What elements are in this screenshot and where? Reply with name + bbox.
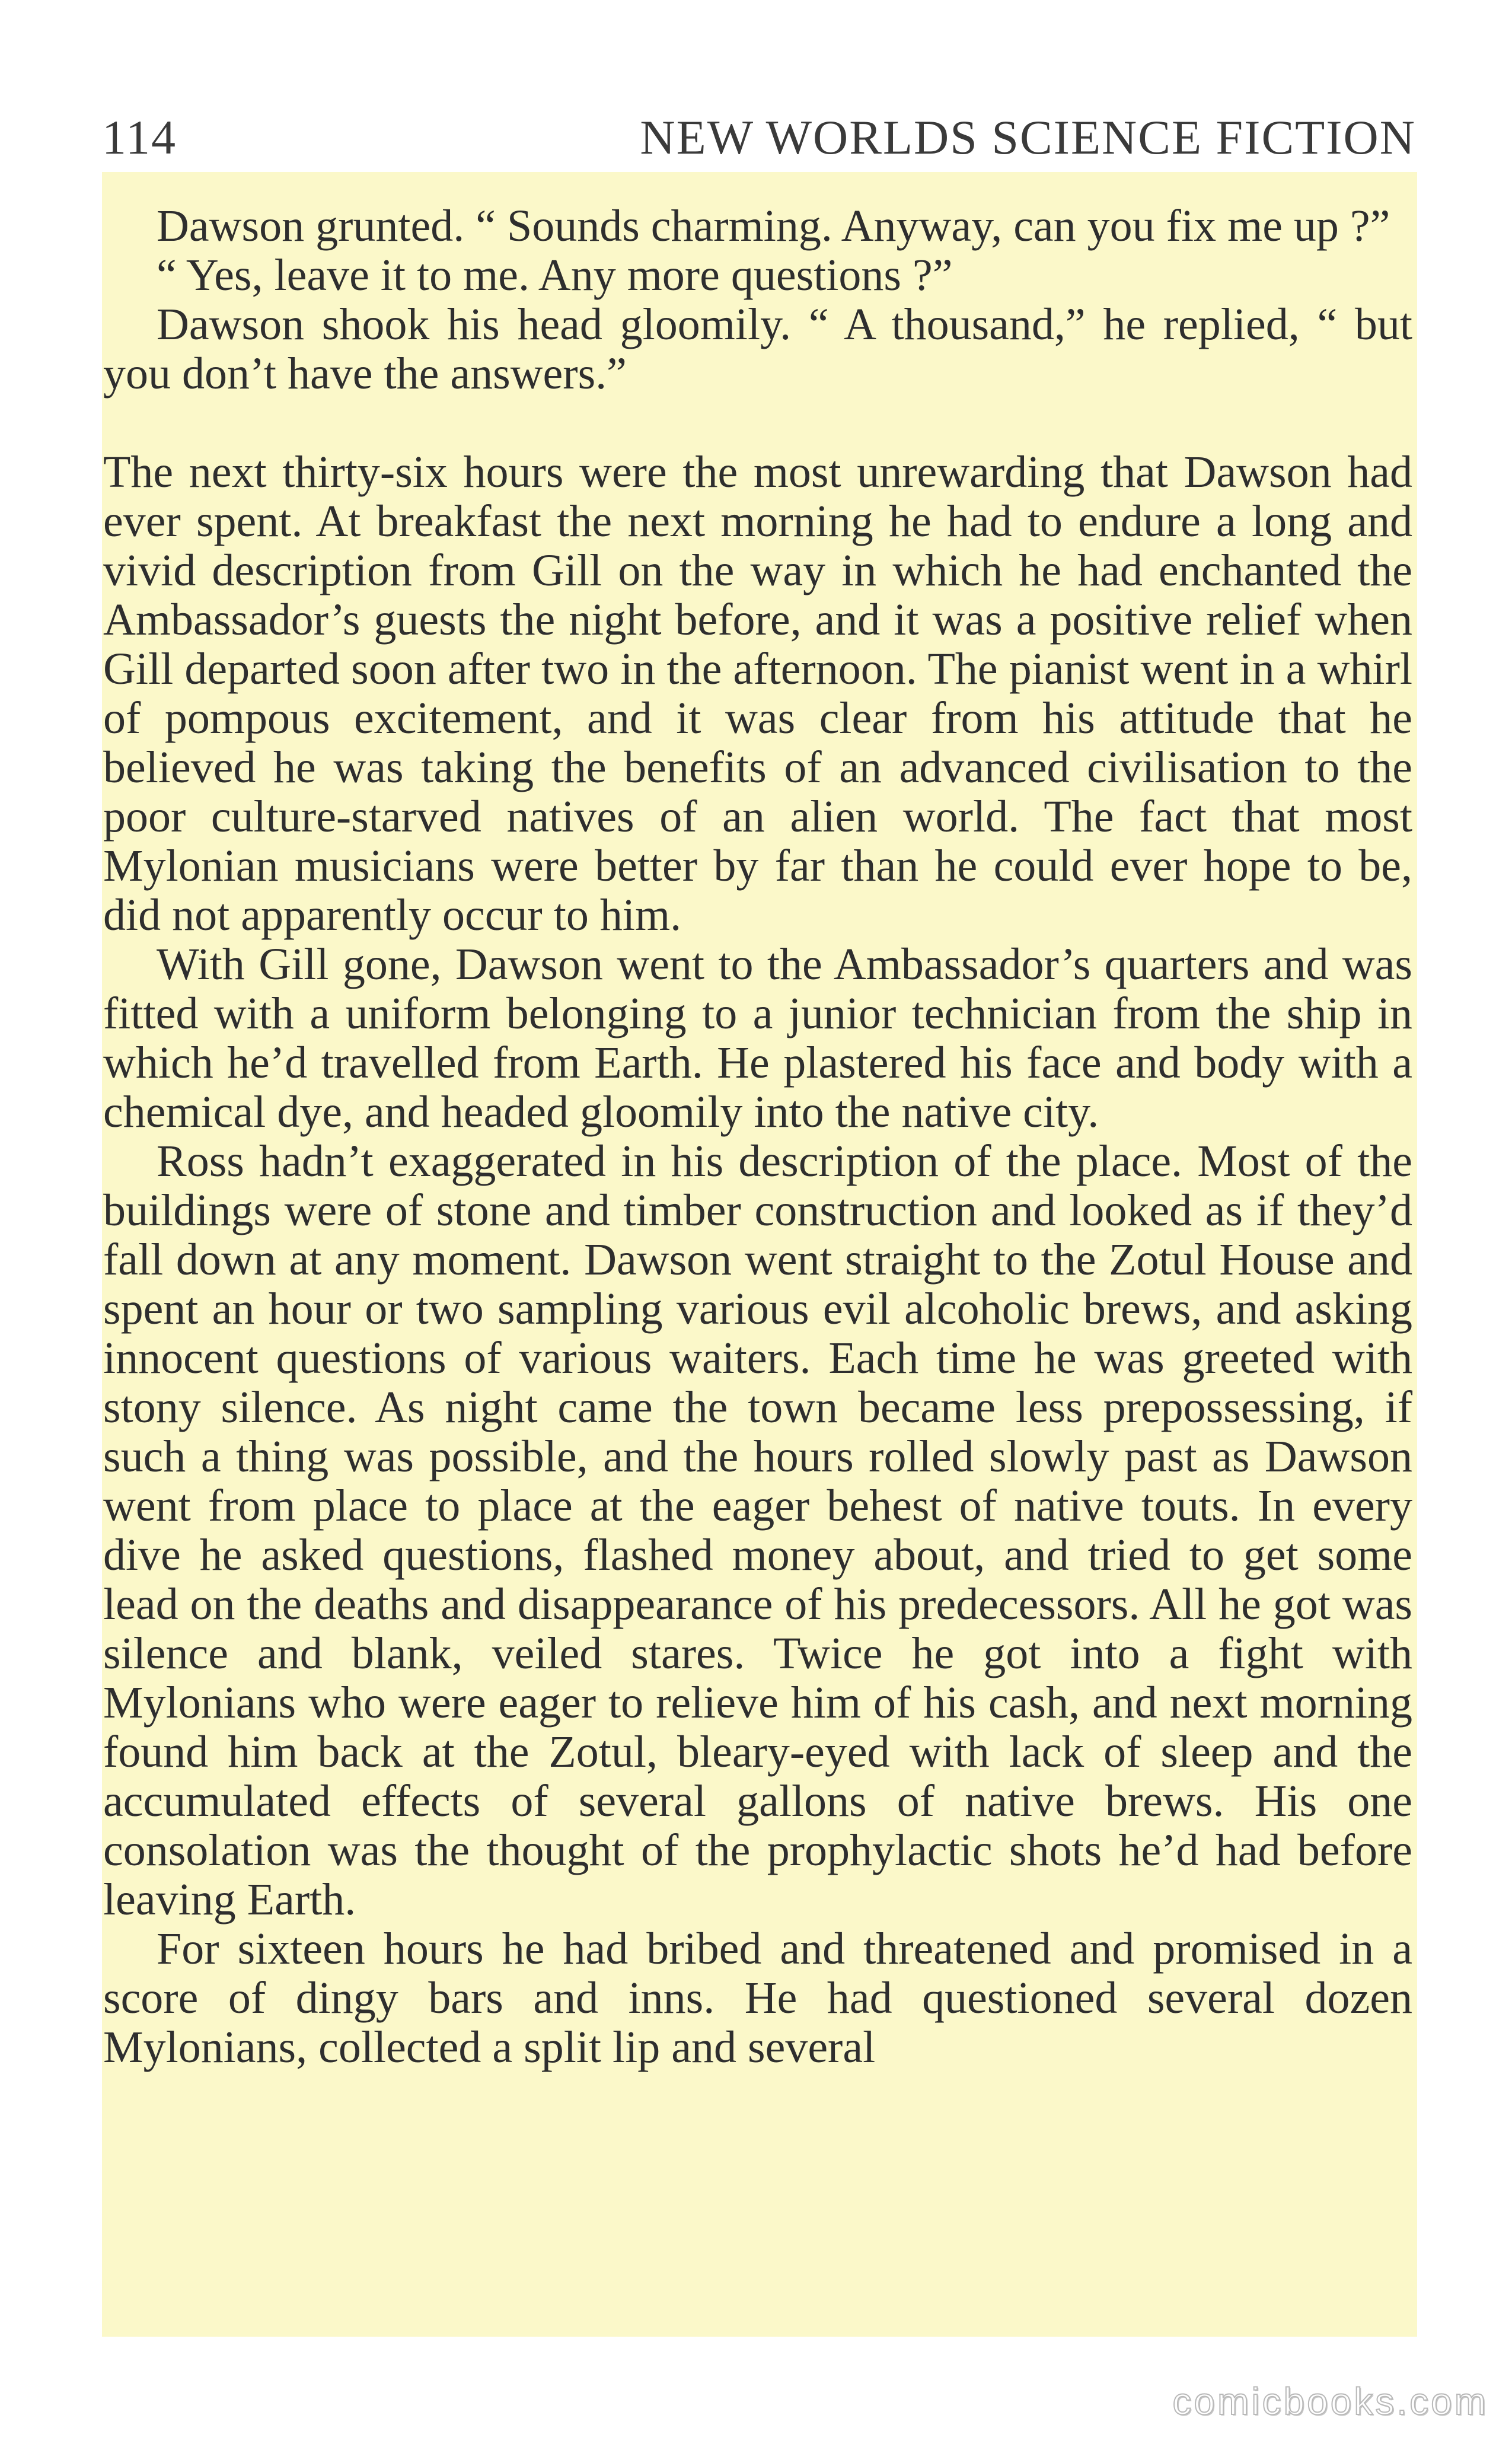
body-text xyxy=(103,202,1412,2072)
page-number: 114 xyxy=(102,110,177,164)
paragraph: “ Yes, leave it to me. Any more questions ?” xyxy=(157,250,953,300)
paragraph: With Gill gone, Dawson went to the Ambassador’s quarters and was fitted with a uniform belonging to a junior technician from the ship in which he’d travelled from Earth. He plastered his face and body with a chemical dye, and headed gloomily into the native city. xyxy=(103,939,1412,1137)
paragraph: Ross hadn’t exaggerated in his description of the place. Most of the buildings were of stone and timber construction and looked as if they’d fall down at any moment. Dawson went straight to the Zotul House and spent an hour or two sampling various evil alcoholic brews, and asking innocent questions of various waiters. Each time he was greeted with stony silence. As night came the town became less prepossessing, if such a thing was possible, and the hours rolled slowly past as Dawson went from place to place at the eager behest of native touts. In every dive he asked questions, flashed money about, and tried to get some lead on the deaths and disappearance of his predecessors. All he got was silence and blank, veiled stares. Twice he got into a fight with Mylonians who were eager to relieve him of his cash, and next morning found him back at the Zotul, bleary-eyed with lack of sleep and the accumulated effects of several gallons of native brews. His one consolation was the thought of the prophylactic shots he’d had before leaving Earth. xyxy=(103,1136,1412,1925)
page-header xyxy=(102,104,1416,169)
paragraph: The next thirty-six hours were the most unrewarding that Dawson had ever spent. At breakfast the next morning he had to endure a long and vivid description from Gill on the way in which he had enchanted the Ambassador’s guests the night before, and it was a positive relief when Gill departed soon after two in the afternoon. The pianist went in a whirl of pompous excitement, and it was clear from his attitude that he believed he was taking the benefits of an advanced civilisation to the poor culture-starved natives of an alien world. The fact that most Mylonian musicians were better by far than he could ever hope to be, did not apparently occur to him. xyxy=(103,447,1412,940)
paragraph: For sixteen hours he had bribed and threatened and promised in a score of dingy bars and inns. He had questioned several dozen Mylonians, collected a split lip and several xyxy=(103,1924,1412,2072)
paragraph: Dawson shook his head gloomily. “ A thousand,” he replied, “ but you don’t have the answers.” xyxy=(103,299,1412,399)
running-title: NEW WORLDS SCIENCE FICTION xyxy=(640,110,1416,164)
watermark: comicbooks.com xyxy=(1172,2380,1488,2423)
paragraph: Dawson grunted. “ Sounds charming. Anyway, can you fix me up ?” xyxy=(157,201,1390,251)
